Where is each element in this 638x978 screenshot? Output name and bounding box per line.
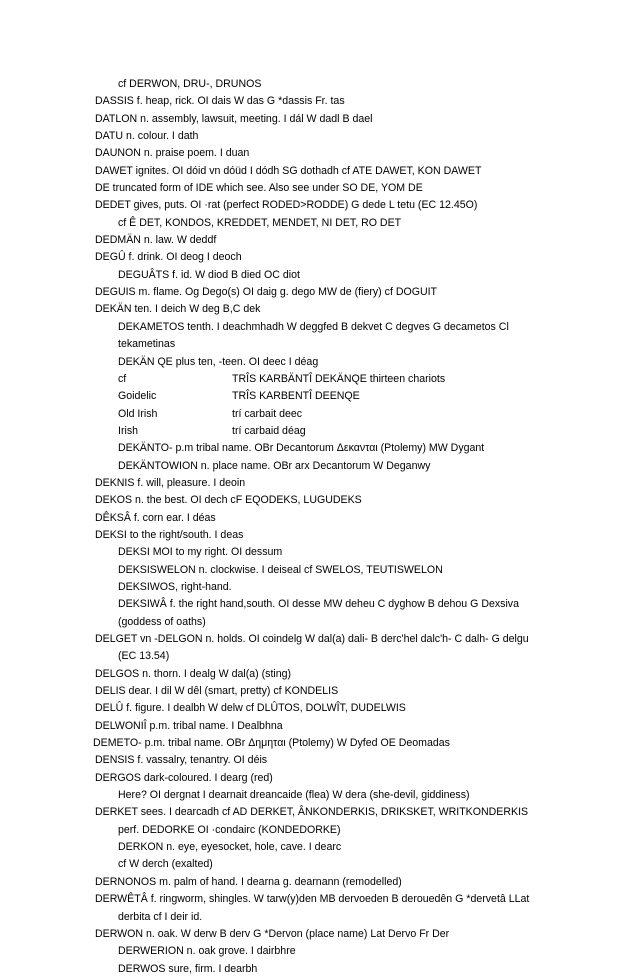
entry-line: DE truncated form of IDE which see. Also see under SO DE, YOM DE [95,182,423,195]
entry-line: DATLON n. assembly, lawsuit, meeting. I dál W dadl B dael [95,112,373,125]
entry-line: DERWON n. oak. W derw B derv G *Dervon (place name) Lat Dervo Fr Der [95,927,450,940]
entry-line: DASSIS f. heap, rick. OI dais W das G *dassis Fr. tas [95,95,345,108]
entry-line: DÊKSÂ f. corn ear. I déas [95,511,216,524]
entry-line: DEGUIS m. flame. Og Dego(s) OI daig g. dego MW de (fiery) cf DOGUIT [95,286,438,299]
comparison-row [95,423,615,440]
language-label: cf [118,372,127,385]
entry-line: DERGOS dark-coloured. I dearg (red) [95,771,273,784]
entry-line: DELIS dear. I dil W dêl (smart, pretty) cf KONDELIS [95,685,339,698]
entry-line: DEKÄNTOWION n. place name. OBr arx Decantorum W Deganwy [118,459,431,472]
entry-line: DEKOS n. the best. OI dech cF EQODEKS, LUGUDEKS [95,494,362,507]
language-label: Old Irish [118,407,158,420]
entry-line: cf Ê DET, KONDOS, KREDDET, MENDET, NI DET, RO DET [118,216,402,229]
entry-line: DEKÄN QE plus ten, -teen. OI deec I déag [118,355,319,368]
entry-line: DEKNIS f. will, pleasure. I deoin [95,476,246,489]
entry-line: DEKSI to the right/south. I deas [95,528,244,541]
entry-line: DAUNON n. praise poem. I duan [95,147,250,160]
entry-line: DERNONOS m. palm of hand. I dearna g. dearnann (remodelled) [95,875,402,888]
language-form: TRÎS KARBENTÎ DEENQE [232,390,360,403]
entry-line: DEKÄNTO- p.m tribal name. OBr Decantorum Δεκανται (Ptolemy) MW Dygant [118,442,485,455]
entry-line: (EC 13.54) [118,650,170,663]
entry-line: DEKSISWELON n. clockwise. I deiseal cf SWELOS, TEUTISWELON [118,563,443,576]
entry-line: DERKET sees. I dearcadh cf AD DERKET, ÂNKONDERKIS, DRIKSKET, WRITKONDERKIS [95,806,529,819]
entry-line: (goddess of oaths) [118,615,206,628]
entry-line: DENSIS f. vassalry, tenantry. OI déis [95,754,268,767]
entry-line: perf. DEDORKE OI ·condairc (KONDEDORKE) [118,823,341,836]
entry-line: DEDET gives, puts. OI ·rat (perfect RODED>RODDE) G dede L tetu (EC 12.45O) [95,199,478,212]
comparison-row [95,371,615,388]
entry-line: cf DERWON, DRU-, DRUNOS [118,78,262,90]
entry-line: DERWOS sure, firm. I dearbh [118,962,258,975]
entry-line: DEGÛ f. drink. OI deog I deoch [95,251,242,264]
entry-line: DEKÄN ten. I deich W deg B,C dek [95,303,261,316]
entry-line: DEMETO- p.m. tribal name. OBr Δημηται (Ptolemy) W Dyfed OE Deomadas [93,737,450,750]
entry-line: DELGOS n. thorn. I dealg W dal(a) (sting) [95,667,292,680]
entry-line: DERWÊTÂ f. ringworm, shingles. W tarw(y)den MB dervoeden B derouedên G *dervetâ LLat [95,893,530,906]
entry-line: DEKSIWOS, right-hand. [118,580,232,593]
comparison-row [95,406,615,423]
entry-line: cf W derch (exalted) [118,858,213,871]
entry-line: DERWERION n. oak grove. I dairbhre [118,945,296,958]
entry-line: DEGUÂTS f. id. W diod B died OC diot [118,268,300,281]
entry-line: DAWET ignites. OI dóid vn dóüd I dódh SG dothadh cf ATE DAWET, KON DAWET [95,164,482,177]
entry-list [95,76,615,978]
entry-line: DEDMÄN n. law. W deddf [95,234,217,247]
language-label: Irish [118,424,139,437]
entry-line: derbita cf I deir id. [118,910,203,923]
language-form: trí carbait deec [232,407,303,420]
entry-line: DEKSI MOI to my right. OI dessum [118,546,283,559]
language-label: Goidelic [118,390,157,403]
entry-line: DEKAMETOS tenth. I deachmhadh W deggfed B dekvet C degves G decametos Cl [118,320,509,333]
entry-line: DERKON n. eye, eyesocket, hole, cave. I dearc [118,841,342,854]
entry-line: Here? OI dergnat I dearnait dreancaide (flea) W dera (she-devil, giddiness) [118,789,470,802]
entry-line: DELGET vn -DELGON n. holds. OI coindelg W dal(a) dali- B derc'hel dalc'h- C dalh- G delgu [95,633,529,645]
entry-line: DEKSIWÂ f. the right hand,south. OI desse MW deheu C dyghow B dehou G Dexsiva [118,598,519,611]
entry-line: DATU n. colour. I dath [95,130,199,143]
entry-line: tekametinas [118,338,176,351]
comparison-row [95,388,615,405]
entry-line: DELÛ f. figure. I dealbh W delw cf DLÛTOS, DOLWÎT, DUDELWIS [95,702,406,715]
language-form: TRÎS KARBÄNTÎ DEKÄNQE thirteen chariots [232,372,446,385]
entry-line: DELWONIÎ p.m. tribal name. I Dealbhna [95,719,283,732]
language-form: trí carbaid déag [232,424,306,437]
